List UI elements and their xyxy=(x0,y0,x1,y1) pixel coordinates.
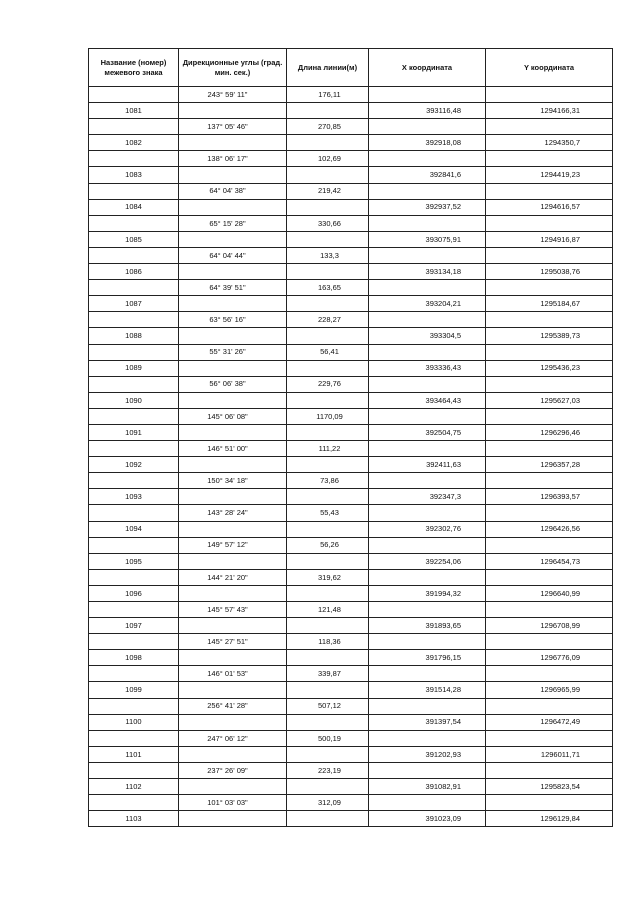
angle-cell: 145° 06' 08" xyxy=(179,408,287,424)
empty-cell xyxy=(287,264,369,280)
point-row xyxy=(89,328,613,344)
empty-cell xyxy=(287,553,369,569)
segment-row xyxy=(89,312,613,328)
point-row xyxy=(89,135,613,151)
length-cell: 121,48 xyxy=(287,602,369,618)
angle-cell: 146° 01' 53" xyxy=(179,666,287,682)
segment-row xyxy=(89,215,613,231)
empty-cell xyxy=(369,344,486,360)
empty-cell xyxy=(179,779,287,795)
angle-cell: 64° 04' 38" xyxy=(179,183,287,199)
empty-cell xyxy=(486,376,613,392)
empty-cell xyxy=(89,376,179,392)
marker-name-cell: 1103 xyxy=(89,811,179,827)
empty-cell xyxy=(89,247,179,263)
header-angle: Дирекционные углы (град. мин. сек.) xyxy=(179,49,287,87)
empty-cell xyxy=(179,682,287,698)
empty-cell xyxy=(89,119,179,135)
y-coordinate-cell: 1294916,87 xyxy=(486,231,613,247)
marker-name-cell: 1095 xyxy=(89,553,179,569)
angle-cell: 55° 31' 26" xyxy=(179,344,287,360)
segment-row xyxy=(89,119,613,135)
angle-cell: 146° 51' 00" xyxy=(179,441,287,457)
point-row xyxy=(89,296,613,312)
empty-cell xyxy=(287,135,369,151)
length-cell: 270,85 xyxy=(287,119,369,135)
length-cell: 312,09 xyxy=(287,795,369,811)
x-coordinate-cell: 391202,93 xyxy=(369,746,486,762)
empty-cell xyxy=(89,537,179,553)
point-row xyxy=(89,682,613,698)
x-coordinate-cell: 392841,6 xyxy=(369,167,486,183)
point-row xyxy=(89,360,613,376)
empty-cell xyxy=(179,521,287,537)
marker-name-cell: 1094 xyxy=(89,521,179,537)
empty-cell xyxy=(369,119,486,135)
y-coordinate-cell: 1296357,28 xyxy=(486,457,613,473)
empty-cell xyxy=(89,87,179,103)
marker-name-cell: 1083 xyxy=(89,167,179,183)
empty-cell xyxy=(89,634,179,650)
empty-cell xyxy=(369,505,486,521)
coordinates-table xyxy=(88,48,613,827)
segment-row xyxy=(89,505,613,521)
empty-cell xyxy=(486,762,613,778)
empty-cell xyxy=(486,666,613,682)
empty-cell xyxy=(287,360,369,376)
segment-row xyxy=(89,280,613,296)
angle-cell: 64° 04' 44" xyxy=(179,247,287,263)
marker-name-cell: 1092 xyxy=(89,457,179,473)
y-coordinate-cell: 1296129,84 xyxy=(486,811,613,827)
angle-cell: 144° 21' 20" xyxy=(179,569,287,585)
length-cell: 319,62 xyxy=(287,569,369,585)
y-coordinate-cell: 1296011,71 xyxy=(486,746,613,762)
segment-row xyxy=(89,247,613,263)
angle-cell: 138° 06' 17" xyxy=(179,151,287,167)
empty-cell xyxy=(89,473,179,489)
empty-cell xyxy=(89,441,179,457)
empty-cell xyxy=(179,650,287,666)
point-row xyxy=(89,392,613,408)
segment-row xyxy=(89,569,613,585)
point-row xyxy=(89,103,613,119)
length-cell: 500,19 xyxy=(287,730,369,746)
empty-cell xyxy=(486,698,613,714)
marker-name-cell: 1082 xyxy=(89,135,179,151)
empty-cell xyxy=(287,682,369,698)
empty-cell xyxy=(179,135,287,151)
length-cell: 73,86 xyxy=(287,473,369,489)
y-coordinate-cell: 1296296,46 xyxy=(486,424,613,440)
table-body xyxy=(89,87,613,827)
x-coordinate-cell: 392918,08 xyxy=(369,135,486,151)
y-coordinate-cell: 1296472,49 xyxy=(486,714,613,730)
empty-cell xyxy=(486,537,613,553)
empty-cell xyxy=(179,553,287,569)
empty-cell xyxy=(369,730,486,746)
marker-name-cell: 1090 xyxy=(89,392,179,408)
y-coordinate-cell: 1296640,99 xyxy=(486,585,613,601)
segment-row xyxy=(89,634,613,650)
angle-cell: 64° 39' 51" xyxy=(179,280,287,296)
empty-cell xyxy=(89,795,179,811)
angle-cell: 143° 28' 24" xyxy=(179,505,287,521)
marker-name-cell: 1088 xyxy=(89,328,179,344)
empty-cell xyxy=(486,183,613,199)
empty-cell xyxy=(486,119,613,135)
marker-name-cell: 1098 xyxy=(89,650,179,666)
empty-cell xyxy=(179,167,287,183)
x-coordinate-cell: 393464,43 xyxy=(369,392,486,408)
empty-cell xyxy=(89,569,179,585)
y-coordinate-cell: 1295038,76 xyxy=(486,264,613,280)
point-row xyxy=(89,714,613,730)
empty-cell xyxy=(287,489,369,505)
empty-cell xyxy=(486,87,613,103)
empty-cell xyxy=(287,296,369,312)
y-coordinate-cell: 1294166,31 xyxy=(486,103,613,119)
empty-cell xyxy=(89,344,179,360)
empty-cell xyxy=(89,666,179,682)
x-coordinate-cell: 391397,54 xyxy=(369,714,486,730)
segment-row xyxy=(89,730,613,746)
empty-cell xyxy=(287,521,369,537)
marker-name-cell: 1084 xyxy=(89,199,179,215)
empty-cell xyxy=(486,730,613,746)
angle-cell: 145° 27' 51" xyxy=(179,634,287,650)
empty-cell xyxy=(89,183,179,199)
empty-cell xyxy=(287,650,369,666)
angle-cell: 150° 34' 18" xyxy=(179,473,287,489)
empty-cell xyxy=(287,746,369,762)
segment-row xyxy=(89,698,613,714)
empty-cell xyxy=(89,505,179,521)
empty-cell xyxy=(369,795,486,811)
empty-cell xyxy=(179,585,287,601)
segment-row xyxy=(89,762,613,778)
segment-row xyxy=(89,473,613,489)
segment-row xyxy=(89,795,613,811)
x-coordinate-cell: 392254,06 xyxy=(369,553,486,569)
empty-cell xyxy=(369,698,486,714)
empty-cell xyxy=(486,569,613,585)
length-cell: 219,42 xyxy=(287,183,369,199)
x-coordinate-cell: 391796,15 xyxy=(369,650,486,666)
empty-cell xyxy=(179,199,287,215)
x-coordinate-cell: 393116,48 xyxy=(369,103,486,119)
length-cell: 56,26 xyxy=(287,537,369,553)
angle-cell: 237° 26' 09" xyxy=(179,762,287,778)
angle-cell: 56° 06' 38" xyxy=(179,376,287,392)
y-coordinate-cell: 1295823,54 xyxy=(486,779,613,795)
x-coordinate-cell: 391023,09 xyxy=(369,811,486,827)
x-coordinate-cell: 393204,21 xyxy=(369,296,486,312)
empty-cell xyxy=(287,779,369,795)
y-coordinate-cell: 1296776,09 xyxy=(486,650,613,666)
empty-cell xyxy=(486,473,613,489)
empty-cell xyxy=(369,312,486,328)
length-cell: 507,12 xyxy=(287,698,369,714)
empty-cell xyxy=(287,231,369,247)
empty-cell xyxy=(89,280,179,296)
empty-cell xyxy=(287,199,369,215)
empty-cell xyxy=(287,714,369,730)
empty-cell xyxy=(179,392,287,408)
angle-cell: 256° 41' 28" xyxy=(179,698,287,714)
empty-cell xyxy=(179,360,287,376)
x-coordinate-cell: 392504,75 xyxy=(369,424,486,440)
empty-cell xyxy=(179,296,287,312)
x-coordinate-cell: 392302,76 xyxy=(369,521,486,537)
y-coordinate-cell: 1294616,57 xyxy=(486,199,613,215)
empty-cell xyxy=(287,103,369,119)
segment-row xyxy=(89,441,613,457)
empty-cell xyxy=(486,247,613,263)
empty-cell xyxy=(89,215,179,231)
point-row xyxy=(89,553,613,569)
y-coordinate-cell: 1296965,99 xyxy=(486,682,613,698)
segment-row xyxy=(89,87,613,103)
point-row xyxy=(89,779,613,795)
x-coordinate-cell: 392411,63 xyxy=(369,457,486,473)
marker-name-cell: 1089 xyxy=(89,360,179,376)
point-row xyxy=(89,585,613,601)
empty-cell xyxy=(179,103,287,119)
marker-name-cell: 1097 xyxy=(89,618,179,634)
empty-cell xyxy=(369,151,486,167)
point-row xyxy=(89,746,613,762)
empty-cell xyxy=(287,618,369,634)
empty-cell xyxy=(287,424,369,440)
empty-cell xyxy=(287,585,369,601)
empty-cell xyxy=(89,730,179,746)
angle-cell: 101° 03' 03" xyxy=(179,795,287,811)
marker-name-cell: 1086 xyxy=(89,264,179,280)
empty-cell xyxy=(486,280,613,296)
empty-cell xyxy=(179,264,287,280)
segment-row xyxy=(89,376,613,392)
empty-cell xyxy=(89,762,179,778)
empty-cell xyxy=(369,376,486,392)
angle-cell: 243° 59' 11" xyxy=(179,87,287,103)
segment-row xyxy=(89,666,613,682)
y-coordinate-cell: 1295627,03 xyxy=(486,392,613,408)
y-coordinate-cell: 1296426,56 xyxy=(486,521,613,537)
empty-cell xyxy=(89,408,179,424)
header-length: Длина линии(м) xyxy=(287,49,369,87)
angle-cell: 65° 15' 28" xyxy=(179,215,287,231)
empty-cell xyxy=(89,698,179,714)
length-cell: 330,66 xyxy=(287,215,369,231)
length-cell: 339,87 xyxy=(287,666,369,682)
point-row xyxy=(89,457,613,473)
empty-cell xyxy=(369,247,486,263)
empty-cell xyxy=(486,441,613,457)
x-coordinate-cell: 391893,65 xyxy=(369,618,486,634)
length-cell: 163,65 xyxy=(287,280,369,296)
segment-row xyxy=(89,183,613,199)
empty-cell xyxy=(486,602,613,618)
empty-cell xyxy=(486,634,613,650)
empty-cell xyxy=(486,215,613,231)
point-row xyxy=(89,231,613,247)
point-row xyxy=(89,167,613,183)
x-coordinate-cell: 393075,91 xyxy=(369,231,486,247)
angle-cell: 247° 06' 12" xyxy=(179,730,287,746)
empty-cell xyxy=(287,167,369,183)
angle-cell: 149° 57' 12" xyxy=(179,537,287,553)
empty-cell xyxy=(89,312,179,328)
empty-cell xyxy=(287,392,369,408)
y-coordinate-cell: 1296393,57 xyxy=(486,489,613,505)
length-cell: 176,11 xyxy=(287,87,369,103)
length-cell: 1170,09 xyxy=(287,408,369,424)
marker-name-cell: 1085 xyxy=(89,231,179,247)
empty-cell xyxy=(369,666,486,682)
x-coordinate-cell: 391994,32 xyxy=(369,585,486,601)
length-cell: 229,76 xyxy=(287,376,369,392)
empty-cell xyxy=(486,344,613,360)
empty-cell xyxy=(287,457,369,473)
empty-cell xyxy=(369,280,486,296)
length-cell: 133,3 xyxy=(287,247,369,263)
angle-cell: 145° 57' 43" xyxy=(179,602,287,618)
x-coordinate-cell: 392347,3 xyxy=(369,489,486,505)
empty-cell xyxy=(369,762,486,778)
point-row xyxy=(89,650,613,666)
length-cell: 55,43 xyxy=(287,505,369,521)
point-row xyxy=(89,521,613,537)
segment-row xyxy=(89,408,613,424)
angle-cell: 137° 05' 46" xyxy=(179,119,287,135)
empty-cell xyxy=(369,215,486,231)
empty-cell xyxy=(369,602,486,618)
y-coordinate-cell: 1295436,23 xyxy=(486,360,613,376)
empty-cell xyxy=(179,457,287,473)
point-row xyxy=(89,489,613,505)
length-cell: 111,22 xyxy=(287,441,369,457)
length-cell: 102,69 xyxy=(287,151,369,167)
marker-name-cell: 1081 xyxy=(89,103,179,119)
empty-cell xyxy=(89,151,179,167)
x-coordinate-cell: 393304,5 xyxy=(369,328,486,344)
empty-cell xyxy=(179,328,287,344)
header-name: Название (номер) межевого знака xyxy=(89,49,179,87)
empty-cell xyxy=(369,473,486,489)
point-row xyxy=(89,424,613,440)
empty-cell xyxy=(486,151,613,167)
length-cell: 228,27 xyxy=(287,312,369,328)
header-x: X координата xyxy=(369,49,486,87)
empty-cell xyxy=(287,811,369,827)
empty-cell xyxy=(287,328,369,344)
y-coordinate-cell: 1295389,73 xyxy=(486,328,613,344)
empty-cell xyxy=(486,505,613,521)
point-row xyxy=(89,264,613,280)
length-cell: 118,36 xyxy=(287,634,369,650)
empty-cell xyxy=(179,714,287,730)
y-coordinate-cell: 1294350,7 xyxy=(486,135,613,151)
y-coordinate-cell: 1296708,99 xyxy=(486,618,613,634)
empty-cell xyxy=(179,231,287,247)
empty-cell xyxy=(179,746,287,762)
y-coordinate-cell: 1295184,67 xyxy=(486,296,613,312)
empty-cell xyxy=(369,441,486,457)
empty-cell xyxy=(369,408,486,424)
segment-row xyxy=(89,344,613,360)
x-coordinate-cell: 392937,52 xyxy=(369,199,486,215)
empty-cell xyxy=(486,312,613,328)
y-coordinate-cell: 1296454,73 xyxy=(486,553,613,569)
empty-cell xyxy=(179,489,287,505)
empty-cell xyxy=(179,424,287,440)
header-y: Y координата xyxy=(486,49,613,87)
x-coordinate-cell: 391082,91 xyxy=(369,779,486,795)
empty-cell xyxy=(179,618,287,634)
marker-name-cell: 1096 xyxy=(89,585,179,601)
point-row xyxy=(89,199,613,215)
marker-name-cell: 1100 xyxy=(89,714,179,730)
marker-name-cell: 1102 xyxy=(89,779,179,795)
marker-name-cell: 1101 xyxy=(89,746,179,762)
segment-row xyxy=(89,602,613,618)
empty-cell xyxy=(369,537,486,553)
x-coordinate-cell: 393134,18 xyxy=(369,264,486,280)
segment-row xyxy=(89,151,613,167)
empty-cell xyxy=(369,634,486,650)
empty-cell xyxy=(369,87,486,103)
empty-cell xyxy=(369,183,486,199)
point-row xyxy=(89,618,613,634)
empty-cell xyxy=(486,795,613,811)
segment-row xyxy=(89,537,613,553)
marker-name-cell: 1099 xyxy=(89,682,179,698)
length-cell: 223,19 xyxy=(287,762,369,778)
length-cell: 56,41 xyxy=(287,344,369,360)
marker-name-cell: 1093 xyxy=(89,489,179,505)
x-coordinate-cell: 391514,28 xyxy=(369,682,486,698)
header-row xyxy=(89,49,613,87)
empty-cell xyxy=(486,408,613,424)
empty-cell xyxy=(89,602,179,618)
empty-cell xyxy=(179,811,287,827)
point-row xyxy=(89,811,613,827)
y-coordinate-cell: 1294419,23 xyxy=(486,167,613,183)
x-coordinate-cell: 393336,43 xyxy=(369,360,486,376)
marker-name-cell: 1087 xyxy=(89,296,179,312)
angle-cell: 63° 56' 16" xyxy=(179,312,287,328)
empty-cell xyxy=(369,569,486,585)
marker-name-cell: 1091 xyxy=(89,424,179,440)
